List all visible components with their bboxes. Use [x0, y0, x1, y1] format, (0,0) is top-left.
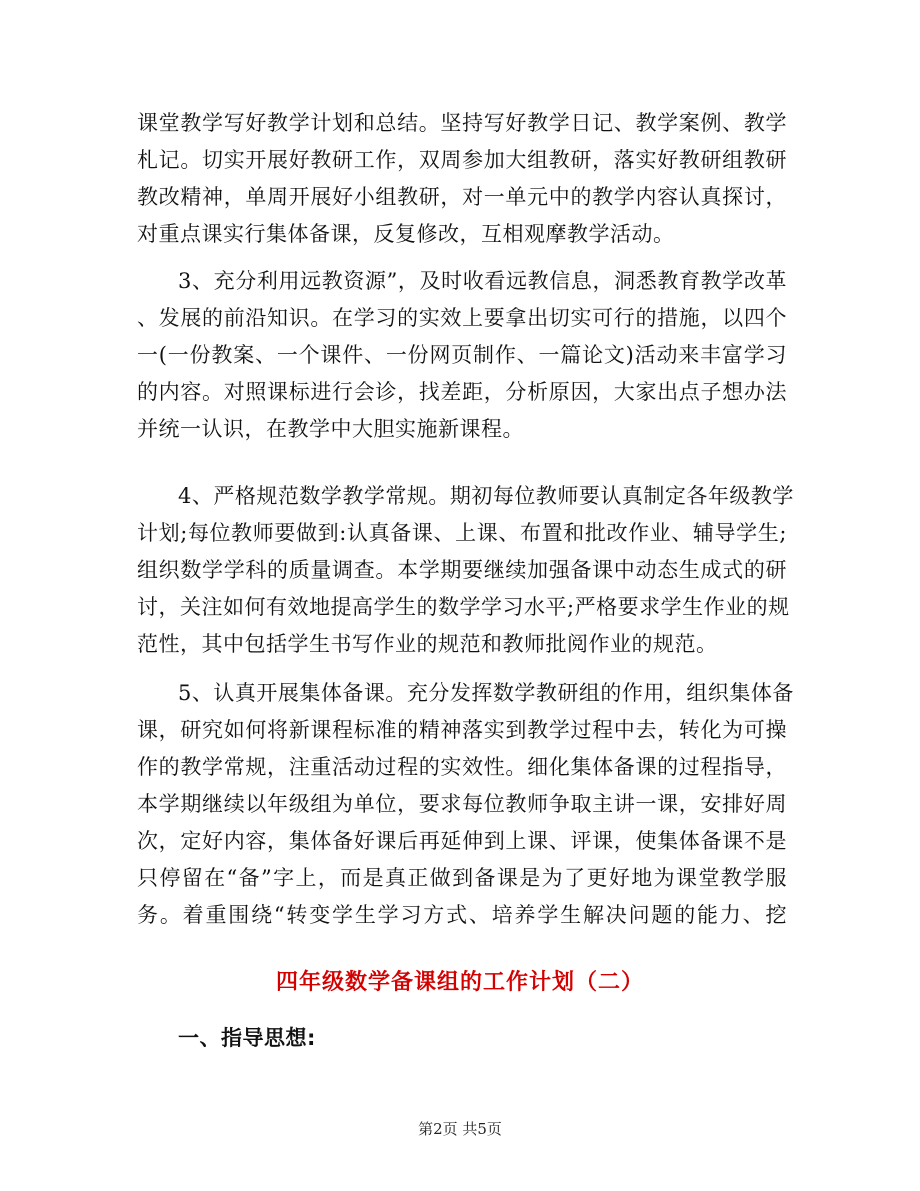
paragraph-line: 札记。切实开展好教研工作，双周参加大组教研，落实好教研组教研 [137, 148, 787, 172]
paragraph-line: 作的教学常规，注重活动过程的实效性。细化集体备课的过程指导， [137, 755, 787, 779]
paragraph-line: 只停留在“备”字上，而是真正做到备课是为了更好地为课堂教学服 [137, 866, 787, 890]
paragraph-line: 课，研究如何将新课程标准的精神落实到教学过程中去，转化为可操 [137, 718, 787, 742]
paragraph-line: 并统一认识，在教学中大胆实施新课程。 [137, 417, 524, 441]
paragraph-line: 的内容。对照课标进行会诊，找差距，分析原因，大家出点子想办法 [137, 380, 787, 404]
section-heading: 一、指导思想: [178, 1026, 316, 1050]
paragraph-line: 讨，关注如何有效地提高学生的数学学习水平;严格要求学生作业的规 [137, 595, 790, 619]
paragraph-line: 、发展的前沿知识。在学习的实效上要拿出切实可行的措施，以四个 [137, 306, 787, 330]
paragraph-line: 组织数学学科的质量调查。本学期要继续加强备课中动态生成式的研 [137, 558, 787, 582]
paragraph-line: 教改精神，单周开展好小组教研，对一单元中的教学内容认真探讨， [137, 185, 787, 209]
paragraph-line: 务。着重围绕“转变学生学习方式、培养学生解决问题的能力、挖 [137, 903, 787, 927]
page-number-footer: 第2页 共5页 [418, 1120, 502, 1138]
paragraph-line: 一(一份教案、一个课件、一份网页制作、一篇论文)活动来丰富学习 [137, 343, 787, 367]
paragraph-line: 范性，其中包括学生书写作业的规范和教师批阅作业的规范。 [137, 632, 718, 656]
document-title: 四年级数学备课组的工作计划（二） [275, 970, 644, 995]
paragraph-line: 对重点课实行集体备课，反复修改，互相观摩教学活动。 [137, 222, 675, 246]
paragraph-line: 3、充分利用远教资源”，及时收看远教信息，洞悉教育教学改革 [178, 269, 787, 293]
paragraph-line: 课堂教学写好教学计划和总结。坚持写好教学日记、教学案例、教学 [137, 111, 787, 135]
paragraph-line: 本学期继续以年级组为单位，要求每位教师争取主讲一课，安排好周 [137, 792, 787, 816]
paragraph-line: 次，定好内容，集体备好课后再延伸到上课、评课，使集体备课不是 [137, 829, 787, 853]
paragraph-line: 5、认真开展集体备课。充分发挥数学教研组的作用，组织集体备 [178, 681, 794, 705]
paragraph-line: 4、严格规范数学教学常规。期初每位教师要认真制定各年级教学 [178, 484, 794, 508]
paragraph-line: 计划;每位教师要做到:认真备课、上课、布置和批改作业、辅导学生; [137, 521, 787, 545]
